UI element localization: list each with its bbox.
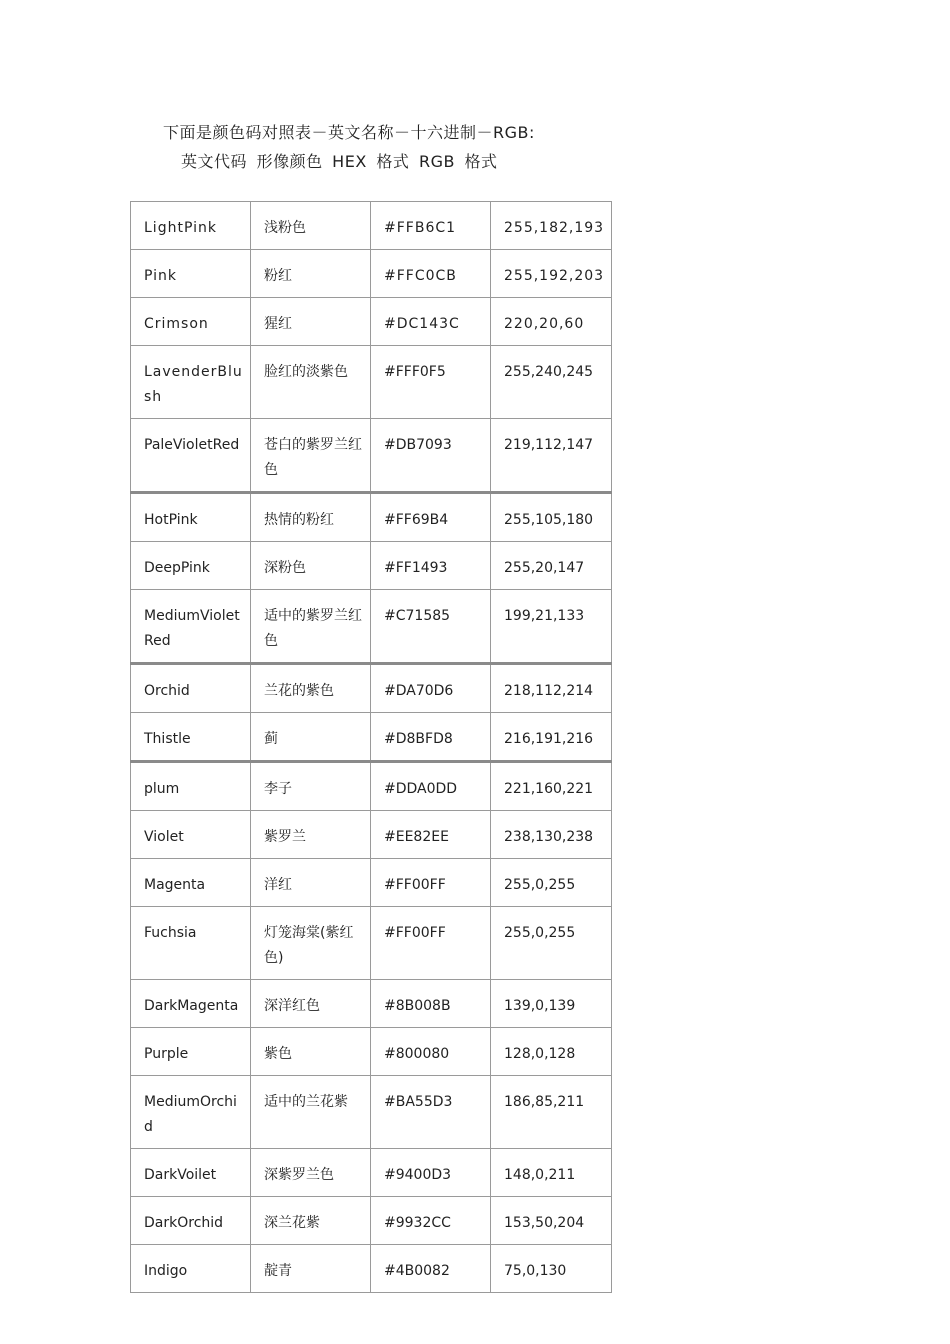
table-row bbox=[131, 202, 612, 250]
table-row bbox=[131, 762, 612, 811]
color-name-cell: DarkMagenta bbox=[131, 980, 251, 1028]
table-row bbox=[131, 493, 612, 542]
table-row bbox=[131, 664, 612, 713]
color-rgb-cell: 238,130,238 bbox=[491, 811, 612, 859]
color-name-cell: Thistle bbox=[131, 713, 251, 762]
table-row bbox=[131, 250, 612, 298]
color-name-cell: LightPink bbox=[131, 202, 251, 250]
table-row bbox=[131, 346, 612, 419]
color-rgb-cell: 153,50,204 bbox=[491, 1197, 612, 1245]
color-rgb-cell: 255,0,255 bbox=[491, 907, 612, 980]
table-row bbox=[131, 1245, 612, 1293]
color-name-cell: PaleVioletRed bbox=[131, 419, 251, 493]
color-code-table bbox=[130, 201, 612, 1293]
color-name-cell: MediumOrchid bbox=[131, 1076, 251, 1149]
color-name-cell: Fuchsia bbox=[131, 907, 251, 980]
color-rgb-cell: 221,160,221 bbox=[491, 762, 612, 811]
color-hex-cell: #FFB6C1 bbox=[371, 202, 491, 250]
color-hex-cell: #EE82EE bbox=[371, 811, 491, 859]
table-row bbox=[131, 298, 612, 346]
color-chinese-cell: 深粉色 bbox=[251, 542, 371, 590]
color-chinese-cell: 深兰花紫 bbox=[251, 1197, 371, 1245]
color-rgb-cell: 219,112,147 bbox=[491, 419, 612, 493]
color-name-cell: Magenta bbox=[131, 859, 251, 907]
color-hex-cell: #C71585 bbox=[371, 590, 491, 664]
color-chinese-cell: 适中的兰花紫 bbox=[251, 1076, 371, 1149]
color-rgb-cell: 255,105,180 bbox=[491, 493, 612, 542]
color-rgb-cell: 255,240,245 bbox=[491, 346, 612, 419]
color-name-cell: LavenderBlush bbox=[131, 346, 251, 419]
color-hex-cell: #FF1493 bbox=[371, 542, 491, 590]
color-hex-cell: #D8BFD8 bbox=[371, 713, 491, 762]
color-rgb-cell: 128,0,128 bbox=[491, 1028, 612, 1076]
color-name-cell: Pink bbox=[131, 250, 251, 298]
color-rgb-cell: 218,112,214 bbox=[491, 664, 612, 713]
table-row bbox=[131, 859, 612, 907]
color-name-cell: Crimson bbox=[131, 298, 251, 346]
document-title: 下面是颜色码对照表－英文名称－十六进制－RGB: bbox=[163, 123, 535, 142]
color-chinese-cell: 苍白的紫罗兰红色 bbox=[251, 419, 371, 493]
color-rgb-cell: 148,0,211 bbox=[491, 1149, 612, 1197]
color-hex-cell: #FF00FF bbox=[371, 907, 491, 980]
table-row bbox=[131, 907, 612, 980]
color-name-cell: DarkVoilet bbox=[131, 1149, 251, 1197]
color-hex-cell: #8B008B bbox=[371, 980, 491, 1028]
color-hex-cell: #BA55D3 bbox=[371, 1076, 491, 1149]
color-chinese-cell: 紫色 bbox=[251, 1028, 371, 1076]
color-chinese-cell: 深洋红色 bbox=[251, 980, 371, 1028]
table-row bbox=[131, 980, 612, 1028]
color-rgb-cell: 75,0,130 bbox=[491, 1245, 612, 1293]
color-hex-cell: #800080 bbox=[371, 1028, 491, 1076]
color-chinese-cell: 深紫罗兰色 bbox=[251, 1149, 371, 1197]
table-row bbox=[131, 1197, 612, 1245]
color-rgb-cell: 216,191,216 bbox=[491, 713, 612, 762]
table-row bbox=[131, 713, 612, 762]
color-hex-cell: #9400D3 bbox=[371, 1149, 491, 1197]
color-chinese-cell: 洋红 bbox=[251, 859, 371, 907]
color-chinese-cell: 灯笼海棠(紫红色) bbox=[251, 907, 371, 980]
color-hex-cell: #FF00FF bbox=[371, 859, 491, 907]
color-hex-cell: #4B0082 bbox=[371, 1245, 491, 1293]
color-chinese-cell: 脸红的淡紫色 bbox=[251, 346, 371, 419]
color-rgb-cell: 255,182,193 bbox=[491, 202, 612, 250]
color-rgb-cell: 220,20,60 bbox=[491, 298, 612, 346]
color-hex-cell: #DDA0DD bbox=[371, 762, 491, 811]
color-chinese-cell: 浅粉色 bbox=[251, 202, 371, 250]
color-rgb-cell: 255,0,255 bbox=[491, 859, 612, 907]
color-name-cell: HotPink bbox=[131, 493, 251, 542]
color-hex-cell: #DA70D6 bbox=[371, 664, 491, 713]
color-chinese-cell: 热情的粉红 bbox=[251, 493, 371, 542]
table-row bbox=[131, 1149, 612, 1197]
color-name-cell: DeepPink bbox=[131, 542, 251, 590]
table-row bbox=[131, 1028, 612, 1076]
color-chinese-cell: 李子 bbox=[251, 762, 371, 811]
color-hex-cell: #DB7093 bbox=[371, 419, 491, 493]
color-rgb-cell: 199,21,133 bbox=[491, 590, 612, 664]
color-rgb-cell: 186,85,211 bbox=[491, 1076, 612, 1149]
color-chinese-cell: 粉红 bbox=[251, 250, 371, 298]
color-name-cell: Violet bbox=[131, 811, 251, 859]
color-name-cell: Orchid bbox=[131, 664, 251, 713]
color-hex-cell: #FFF0F5 bbox=[371, 346, 491, 419]
color-name-cell: DarkOrchid bbox=[131, 1197, 251, 1245]
color-chinese-cell: 猩红 bbox=[251, 298, 371, 346]
table-row bbox=[131, 1076, 612, 1149]
color-hex-cell: #FFC0CB bbox=[371, 250, 491, 298]
color-chinese-cell: 蓟 bbox=[251, 713, 371, 762]
color-rgb-cell: 255,192,203 bbox=[491, 250, 612, 298]
color-name-cell: Purple bbox=[131, 1028, 251, 1076]
column-description: 英文代码 形像颜色 HEX 格式 RGB 格式 bbox=[181, 152, 498, 171]
color-rgb-cell: 255,20,147 bbox=[491, 542, 612, 590]
table-row bbox=[131, 542, 612, 590]
color-chinese-cell: 紫罗兰 bbox=[251, 811, 371, 859]
color-hex-cell: #DC143C bbox=[371, 298, 491, 346]
color-rgb-cell: 139,0,139 bbox=[491, 980, 612, 1028]
color-chinese-cell: 适中的紫罗兰红色 bbox=[251, 590, 371, 664]
color-name-cell: MediumVioletRed bbox=[131, 590, 251, 664]
color-chinese-cell: 靛青 bbox=[251, 1245, 371, 1293]
color-chinese-cell: 兰花的紫色 bbox=[251, 664, 371, 713]
table-row bbox=[131, 811, 612, 859]
color-hex-cell: #9932CC bbox=[371, 1197, 491, 1245]
color-hex-cell: #FF69B4 bbox=[371, 493, 491, 542]
table-row bbox=[131, 590, 612, 664]
color-name-cell: Indigo bbox=[131, 1245, 251, 1293]
color-name-cell: plum bbox=[131, 762, 251, 811]
table-row bbox=[131, 419, 612, 493]
